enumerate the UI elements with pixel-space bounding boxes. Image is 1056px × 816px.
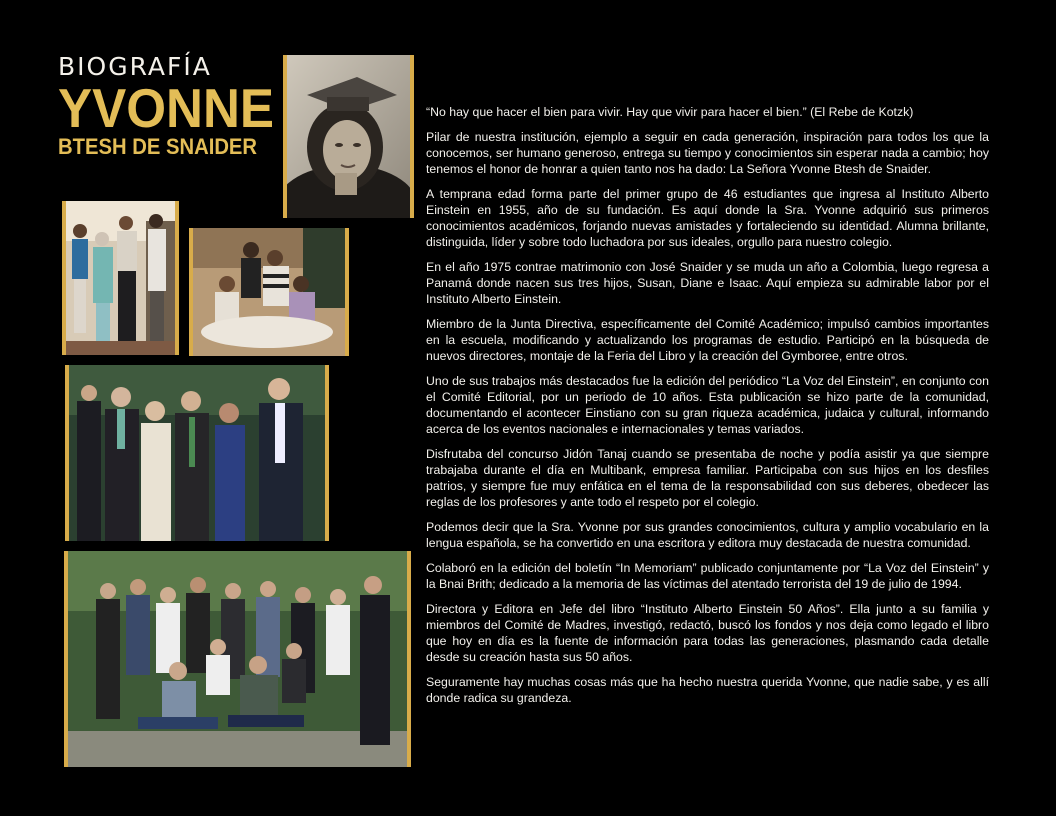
body-paragraph: Miembro de la Junta Directiva, específicamente del Comité Académico; impulsó cambios importantes en la escuela, modificando y actualizando los programas de estudio. Participó en la búsqueda de nuevos directores, montaje de la Feria del Libro y la creación del Gymboree, entre otros.: [426, 317, 989, 363]
body-paragraph: Colaboró en la edición del boletín “In Memoriam” publicado conjuntamente por “La Voz del Einstein” y la Bnai Brith; dedicado a la memoria de las víctimas del atentado terrorista del 19 de julio de 1994.: [426, 561, 989, 591]
four-women-standing-photo: [62, 201, 179, 355]
body-paragraph: Seguramente hay muchas cosas más que ha hecho nuestra querida Yvonne, que nadie sabe, y es allí donde radica su grandeza.: [426, 675, 989, 705]
body-paragraph: A temprana edad forma parte del primer grupo de 46 estudiantes que ingresa al Instituto Alberto Einstein en 1955, año de su fundación. Es aquí donde la Sra. Yvonne adquirió sus primeros conocimientos académicos, forjando nuevas amistades y fortaleciendo su identidad. Alumna brillante, distinguida, líder y sobre todo luchadora por sus ideales, orgullo para nuestro colegio.: [426, 187, 989, 249]
women-at-table-photo: [189, 228, 349, 356]
title-block: [58, 52, 278, 160]
first-name-heading: YVONNE: [58, 77, 275, 139]
body-paragraph: Podemos decir que la Sra. Yvonne por sus grandes conocimientos, cultura y amplio vocabulario en la lengua española, se ha convertido en una escritora y editora muy destacada de nuestra comunidad.: [426, 520, 989, 550]
large-family-outdoor-photo: [64, 551, 411, 767]
body-paragraph: Directora y Editora en Jefe del libro “Instituto Alberto Einstein 50 Años”. Ella junto a su familia y miembros del Comité de Madres, investigó, redactó, buscó los fondos y nos deja como legado el libro que hoy en día es la fuente de información para todas las generaciones, plasmando cada detalle desde su creación hasta sus 50 años.: [426, 602, 989, 664]
biography-text: [426, 104, 989, 715]
last-name-heading: BTESH DE SNAIDER: [58, 134, 258, 159]
body-paragraph: Disfrutaba del concurso Jidón Tanaj cuando se presentaba de noche y podía asistir ya que siempre trabajaba durante el día en Multibank, empresa familiar. Participaba con sus hijos en los desfiles patrios, y siempre fue muy enfática en el tema de la responsabilidad con sus deberes, obedecer las reglas de los profesores y ante todo el respeto por el colegio.: [426, 447, 989, 509]
section-kicker: BIOGRAFÍA: [58, 52, 212, 81]
body-paragraph: En el año 1975 contrae matrimonio con José Snaider y se muda un año a Colombia, luego regresa a Panamá donde nacen sus tres hijos, Susan, Diane e Isaac. Aquí empieza su admirable labor por el Instituto Alberto Einstein.: [426, 260, 989, 306]
quote-paragraph: “No hay que hacer el bien para vivir. Hay que vivir para hacer el bien.” (El Rebe de Kotzk): [426, 105, 914, 119]
family-group-photo: [65, 365, 329, 541]
graduation-portrait-photo: [283, 55, 414, 218]
body-paragraph: Pilar de nuestra institución, ejemplo a seguir en cada generación, inspiración para todos los que la conocemos, ser humano generoso, entrega su tiempo y conocimientos sin esperar nada a cambio; hoy tenemos el honor de honrar a quien tanto nos ha dado: La Señora Yvonne Btesh de Snaider.: [426, 130, 989, 176]
body-paragraph: Uno de sus trabajos más destacados fue la edición del periódico “La Voz del Einstein”, en conjunto con el Comité Editorial, por un periodo de 10 años. Esta publicación se hizo parte de la comunidad, documentando el acontecer Einstiano con su gran riqueza académica, judaica y cultural, informando acerca de los eventos nacionales e internacionales y temas variados.: [426, 374, 989, 436]
